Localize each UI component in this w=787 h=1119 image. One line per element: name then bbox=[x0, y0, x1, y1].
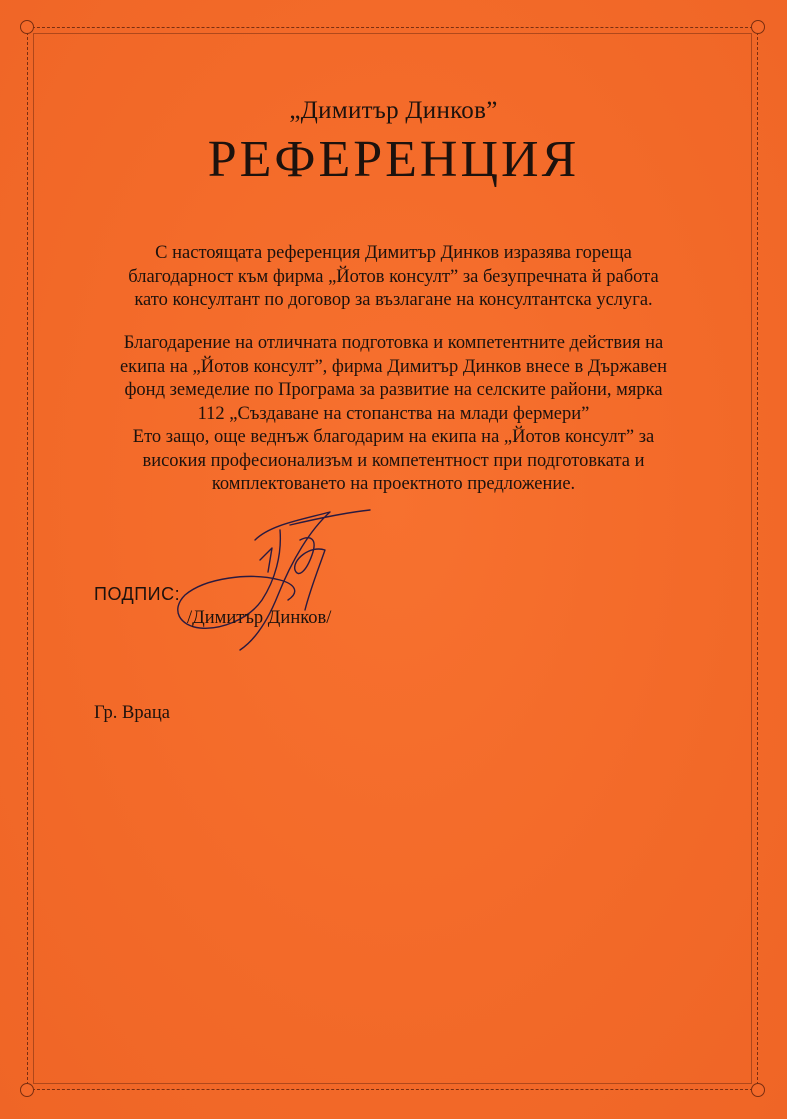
corner-ornament bbox=[751, 20, 765, 34]
signatory-name: /Димитър Динков/ bbox=[187, 608, 332, 628]
text-line: като консултант по договор за възлагане на консултантска услуга. bbox=[134, 290, 653, 310]
corner-ornament bbox=[751, 1083, 765, 1097]
signature-label: ПОДПИС: bbox=[94, 584, 181, 604]
document-title: РЕФЕРЕНЦИЯ bbox=[207, 131, 580, 188]
paragraph-details bbox=[70, 332, 717, 426]
company-name: „Димитър Динков” bbox=[289, 97, 498, 124]
text-line: комплектоването на проектното предложение. bbox=[211, 474, 576, 494]
text-line: Ето защо, още веднъж благодарим на екипа на „Йотов консулт” за bbox=[132, 427, 655, 447]
text-line: екипа на „Йотов консулт”, фирма Димитър Динков внесе в Държавен bbox=[119, 356, 668, 377]
text-line: благодарност към фирма „Йотов консулт” за безупречната й работа bbox=[128, 266, 659, 287]
paragraph-gratitude bbox=[70, 242, 717, 313]
paragraph-thanks bbox=[70, 426, 717, 497]
text-line: Благодарение на отличната подготовка и компетентните действия на bbox=[123, 333, 664, 353]
text-line: С настоящата референция Димитър Динков изразява гореща bbox=[155, 243, 632, 263]
text-line: фонд земеделие по Програма за развитие на селските райони, мярка bbox=[124, 380, 663, 400]
city-location: Гр. Враца bbox=[94, 703, 170, 723]
corner-ornament bbox=[20, 20, 34, 34]
handwritten-signature bbox=[160, 500, 380, 670]
corner-ornament bbox=[20, 1083, 34, 1097]
decorative-border-inner bbox=[33, 33, 752, 1084]
text-line: високия професионализъм и компетентност при подготовката и bbox=[142, 450, 645, 471]
text-line: 112 „Създаване на стопанства на млади фермери” bbox=[197, 403, 590, 424]
